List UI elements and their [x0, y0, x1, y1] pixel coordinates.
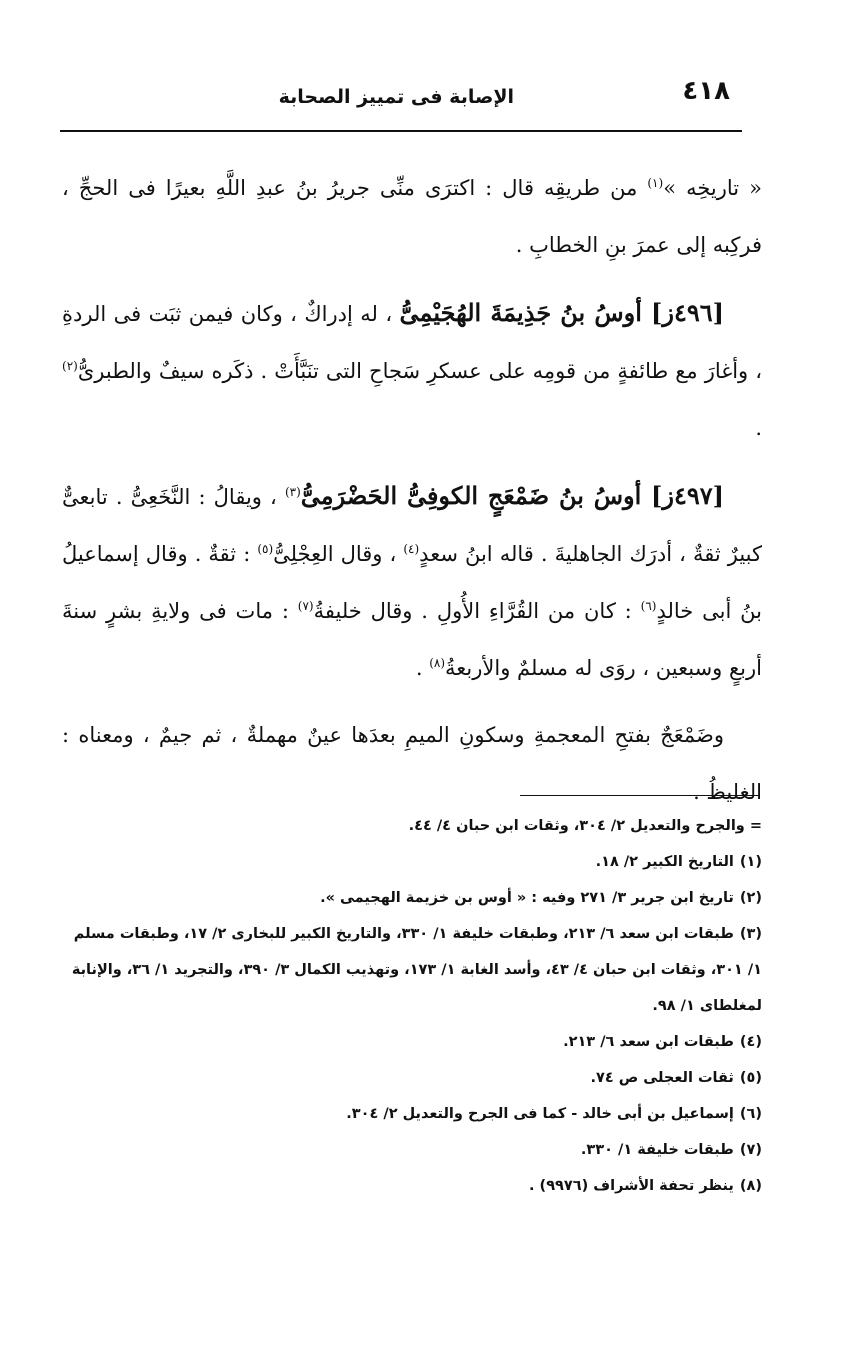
p2-text-a: ، له إدراكٌ ، وكان فيمن ثبَت فى الردةِ ، وأغارَ مع طائفةٍ من قومِه على عسكرِ سَجاحِ التى تنَبَّأَتْ . ذكَره سيفٌ والطبرىُّ: [62, 302, 762, 383]
footnote-2: [62, 880, 762, 916]
p2-text-b: .: [755, 416, 762, 440]
running-title: الإصابة فى تمييز الصحابة: [278, 86, 514, 108]
footnote-ref-8[interactable]: (٨): [429, 656, 446, 670]
footnote-ref-7[interactable]: (٧): [297, 599, 314, 613]
p1-text-b: من طريقِه قال : اكترَى منِّى جريرُ بنُ عبدِ اللَّهِ بعيرًا فى الحجِّ ، فركِبه إلى عمرَ بنِ الخطابِ .: [62, 176, 762, 257]
footnote-7: [62, 1132, 762, 1168]
footnote-6: [62, 1096, 762, 1132]
footnote-continuation: = والجرح والتعديل ٢/ ٣٠٤، وثقات ابن حبان ٤/ ٤٤.: [408, 818, 762, 834]
footnote-text: تاريخ ابن جرير ٣/ ٢٧١ وفيه : « أوس بن خزيمة الهجيمى ».: [320, 890, 734, 906]
footnote-text: التاريخ الكبير ٢/ ١٨.: [595, 854, 734, 870]
footnote-number: (٨): [739, 1178, 762, 1194]
entry-heading-497: [٤٩٧ز] أوسُ بنُ ضَمْعَجٍ الكوفِىُّ الحَضْرَمِىُّ: [300, 481, 725, 510]
paragraph-entry-496: [62, 284, 762, 457]
footnote-number: (٦): [739, 1106, 762, 1122]
p3-text-b: ، وقال العِجْلِىُّ: [273, 542, 404, 566]
footnote-1: [62, 844, 762, 880]
footnote-ref-4[interactable]: (٤): [403, 542, 420, 556]
footnote-5: [62, 1060, 762, 1096]
footnote-number: (٢): [739, 890, 762, 906]
footnote-number: (٥): [739, 1070, 762, 1086]
paragraph-1: [62, 160, 762, 274]
footnote-separator: [520, 795, 760, 796]
p1-text-a: « تاريخِه »: [663, 176, 762, 200]
p3-text-e: : مات فى ولايةِ بشرٍ سنةَ أربعٍ وسبعين ، روَى له مسلمٌ والأربعةُ: [62, 599, 762, 680]
paragraph-entry-497: [62, 467, 762, 697]
footnote-ref-5[interactable]: (٥): [257, 542, 274, 556]
footnote-text: ينظر تحفة الأشراف (٩٩٧٦) .: [529, 1178, 734, 1194]
footnote-text: طبقات خليفة ١/ ٣٣٠.: [580, 1142, 734, 1158]
footnote-number: (٣): [739, 926, 762, 942]
footnote-4: [62, 1024, 762, 1060]
footnotes-section: [62, 808, 762, 1204]
p4-text: وضَمْعَجٌ بفتحِ المعجمةِ وسكونِ الميمِ بعدَها عينٌ مهملةٌ ، ثم جيمٌ ، ومعناه : الغليظُ .: [62, 723, 762, 804]
entry-heading-496: [٤٩٦ز] أوسُ بنُ جَذِيمَةَ الهُجَيْمِىُّ: [399, 298, 724, 327]
paragraph-explanation: [62, 707, 762, 821]
page-header: [62, 70, 742, 122]
p3-text-a: ، ويقالُ : النَّخَعِىُّ . تابعىٌّ كبيرٌ ثقةٌ ، أدرَك الجاهليةَ . قاله ابنُ سعدٍ: [62, 485, 763, 566]
footnote-ref-1[interactable]: (١): [647, 176, 664, 190]
page-number: ٤١٨: [682, 76, 730, 106]
footnote-text: ثقات العجلى ص ٧٤.: [590, 1070, 734, 1086]
footnote-ref-6[interactable]: (٦): [640, 599, 657, 613]
p3-text-f: .: [415, 656, 430, 680]
footnote-number: (٧): [739, 1142, 762, 1158]
main-text: [62, 160, 762, 831]
p3-text-d: : كان من القُرَّاءِ الأُولِ . وقال خليفةُ: [313, 599, 641, 623]
footnote-number: (١): [739, 854, 762, 870]
footnote-3: [62, 916, 762, 1024]
footnote-text: طبقات ابن سعد ٦/ ٢١٣، وطبقات خليفة ١/ ٣٣٠، والتاريخ الكبير للبخارى ٢/ ١٧، وطبقات مسلم ١/ ٣٠١، وثقات ابن حبان ٤/ ٤٣، وأسد الغابة ١/ ١٧٣، وتهذيب الكمال ٣/ ٣٩٠، والتجريد ١/ ٣٦، والإنابة لمغلطاى ١/ ٩٨.: [71, 926, 762, 1014]
footnote-number: (٤): [739, 1034, 762, 1050]
p3-text-c: : ثقةٌ . وقال إسماعيلُ بنُ أبى خالدٍ: [62, 542, 762, 623]
footnote-ref-2[interactable]: (٢): [62, 359, 78, 373]
footnote-text: إسماعيل بن أبى خالد - كما فى الجرح والتعديل ٢/ ٣٠٤.: [346, 1106, 734, 1122]
footnote-text: طبقات ابن سعد ٦/ ٢١٣.: [563, 1034, 734, 1050]
header-rule: [60, 130, 742, 132]
footnote-8: [62, 1168, 762, 1204]
footnote-ref-3[interactable]: (٣): [284, 485, 301, 499]
